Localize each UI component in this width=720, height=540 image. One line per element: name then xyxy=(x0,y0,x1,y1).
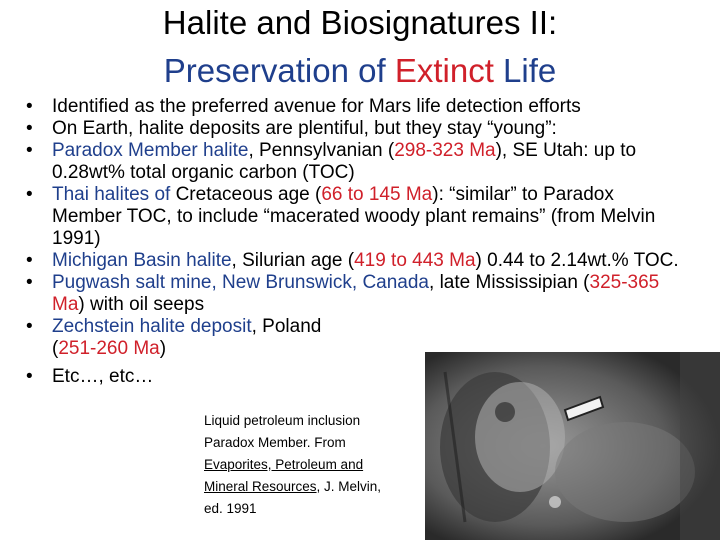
bullet-marker: • xyxy=(26,184,33,205)
deposit-name: Zechstein halite deposit xyxy=(52,316,252,337)
caption-line: Liquid petroleum inclusion xyxy=(204,413,361,428)
deposit-name: Pugwash salt mine, New Brunswick, Canada xyxy=(52,272,430,293)
bullet-item-thai xyxy=(26,184,686,250)
title-highlight-extinct: Extinct xyxy=(394,52,494,89)
deposit-name: Paradox Member halite xyxy=(52,140,249,161)
caption-line: ed. 1991 xyxy=(204,501,257,516)
bullet-text: ) xyxy=(159,338,167,359)
bullet-text: , late Mississipian ( xyxy=(429,272,590,293)
bullet-marker: • xyxy=(26,272,33,293)
age-range: 66 to 145 Ma xyxy=(321,184,433,205)
bullet-text: , Poland xyxy=(251,316,322,337)
caption-text: , J. Melvin, xyxy=(316,479,382,494)
petroleum-inclusion-photo xyxy=(425,352,720,540)
photo-caption xyxy=(204,410,424,520)
bullet-text: ) 0.44 to 2.14wt.% TOC. xyxy=(475,250,679,271)
age-range: 325-365 Ma xyxy=(52,272,660,315)
bullet-text: Etc…, etc… xyxy=(52,366,154,387)
bullet-list xyxy=(26,96,686,388)
bullet-item-mars xyxy=(26,96,686,118)
bullet-text: ): “similar” to Paradox Member TOC, to include “macerated woody plant remains” (from Melvin 1991) xyxy=(52,184,656,249)
bullet-text: , Silurian age ( xyxy=(231,250,355,271)
slide-title-line2 xyxy=(0,52,720,90)
title-text-part1: Preservation of xyxy=(163,52,395,89)
bullet-text: ), SE Utah: up to 0.28wt% total organic carbon (TOC) xyxy=(52,140,637,183)
bullet-item-paradox xyxy=(26,140,686,184)
bullet-text: Cretaceous age ( xyxy=(175,184,322,205)
caption-line: Paradox Member. From xyxy=(204,435,346,450)
bullet-marker: • xyxy=(26,366,33,387)
age-range: 298-323 Ma xyxy=(394,140,496,161)
slide-title-line1: Halite and Biosignatures II: xyxy=(162,4,558,41)
bullet-marker: • xyxy=(26,316,33,337)
deposit-name: Michigan Basin halite xyxy=(52,250,232,271)
caption-source-title: Evaporites, Petroleum and xyxy=(204,457,364,472)
bullet-text: , Pennsylvanian ( xyxy=(248,140,395,161)
bullet-text: ) with oil seeps xyxy=(78,294,205,315)
age-range: 251-260 Ma xyxy=(58,338,160,359)
bullet-text: On Earth, halite deposits are plentiful, but they stay “young”: xyxy=(52,118,557,139)
bullet-item-earth xyxy=(26,118,686,140)
caption-source-title: Mineral Resources xyxy=(204,479,317,494)
photo-graphic xyxy=(425,352,720,540)
bullet-text: Identified as the preferred avenue for Mars life detection efforts xyxy=(52,96,581,117)
bullet-text: ( xyxy=(52,338,59,359)
bullet-marker: • xyxy=(26,250,33,271)
bullet-marker: • xyxy=(26,96,33,117)
caption-line xyxy=(204,476,424,498)
bullet-item-michigan xyxy=(26,250,686,272)
bullet-item-pugwash xyxy=(26,272,686,316)
deposit-name: Thai halites of xyxy=(52,184,176,205)
bullet-marker: • xyxy=(26,140,33,161)
bullet-marker: • xyxy=(26,118,33,139)
title-text-part2: Life xyxy=(493,52,557,89)
age-range: 419 to 443 Ma xyxy=(354,250,476,271)
